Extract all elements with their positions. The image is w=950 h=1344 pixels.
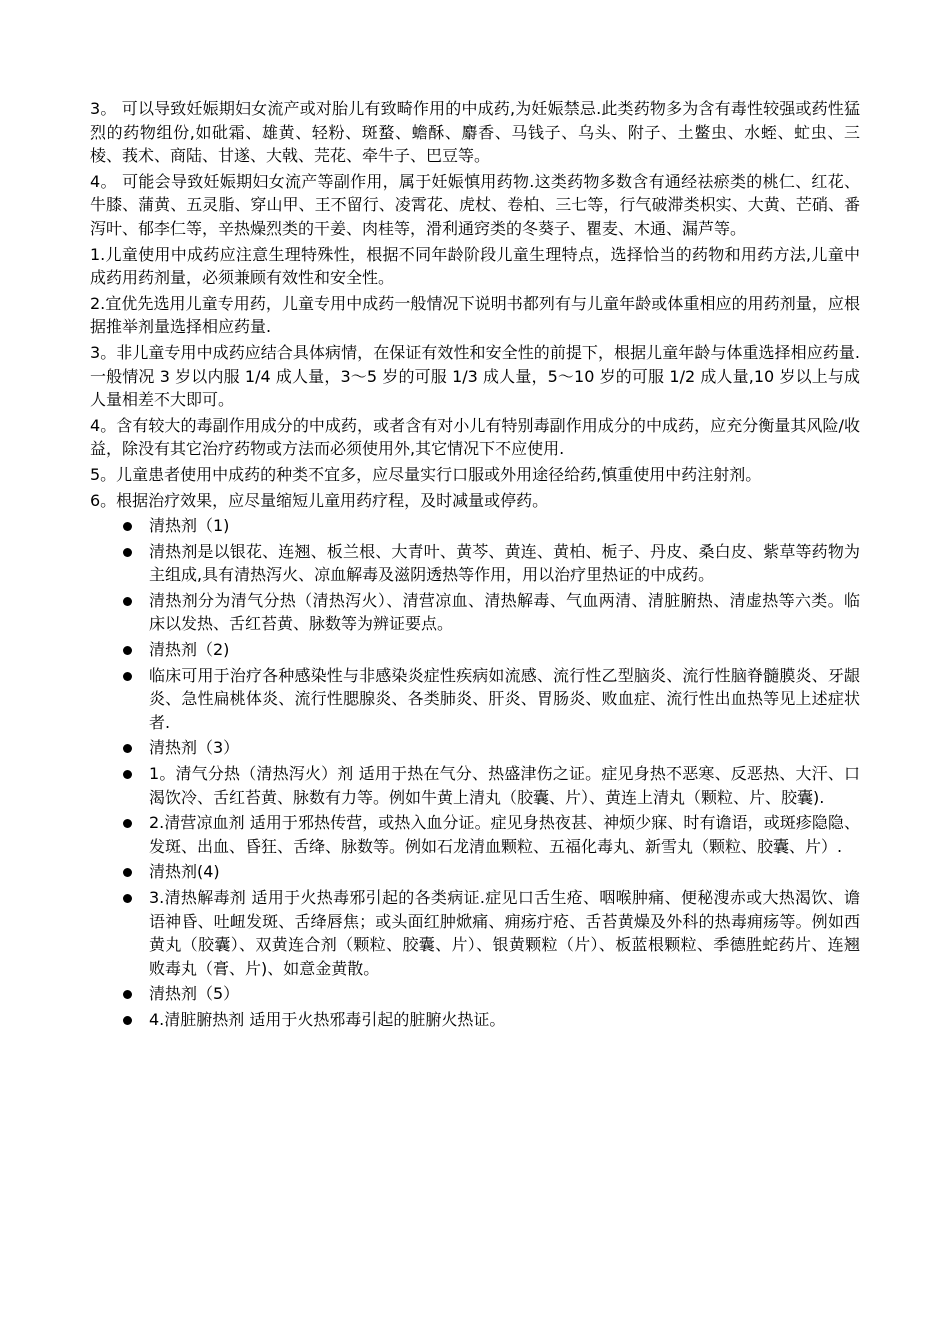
- bullet-dot-icon: [123, 1016, 132, 1025]
- list-item: [90, 860, 860, 884]
- paragraph-administration-route: 5。儿童患者使用中成药的种类不宜多，应尽量实行口服或外用途径给药,慎重使用中药注射剂。: [90, 464, 762, 484]
- list-item-text: 清热剂是以银花、连翘、板兰根、大青叶、黄芩、黄连、黄柏、栀子、丹皮、桑白皮、紫草等药物为主组成,具有清热泻火、凉血解毒及滋阴透热等作用，用以治疗里热证的中成药。: [149, 541, 860, 585]
- paragraph-children-dosage: 3。非儿童专用中成药应结合具体病情，在保证有效性和安全性的前提下，根据儿童年龄与体重选择相应药量.一般情况 3 岁以内服 1/4 成人量，3～5 岁的可服 1/3 成人量，5～10 岁的可服 1/2 成人量,10 岁以上与成人量相差不大即可。: [90, 342, 860, 410]
- list-item-text: 4.清脏腑热剂 适用于火热邪毒引起的脏腑火热证。: [149, 1009, 506, 1029]
- list-item: [90, 589, 860, 636]
- bullet-dot-icon: [123, 894, 132, 903]
- list-item-text: 3.清热解毒剂 适用于火热毒邪引起的各类病证.症见口舌生疮、咽喉肿痛、便秘溲赤或大热渴饮、谵语神昏、吐衄发斑、舌绛唇焦；或头面红肿焮痛、痈疡疔疮、舌苔黄燥及外科的热毒痈疡等。例如西黄丸（胶囊）、双黄连合剂（颗粒、胶囊、片）、银黄颗粒（片）、板蓝根颗粒、季德胜蛇药片、连翘败毒丸（膏、片)、如意金黄散。: [149, 888, 860, 978]
- bullet-dot-icon: [123, 819, 132, 828]
- list-item-text: 清热剂（5）: [149, 984, 240, 1004]
- bullet-dot-icon: [123, 990, 132, 999]
- bullet-dot-icon: [123, 868, 132, 877]
- list-item: [90, 736, 860, 760]
- paragraph-toxic-drugs: 4。含有较大的毒副作用成分的中成药，或者含有对小儿有特别毒副作用成分的中成药，应充分衡量其风险/收益，除没有其它治疗药物或方法而必须使用外,其它情况下不应使用.: [90, 415, 860, 459]
- bullet-dot-icon: [123, 646, 132, 655]
- list-item-text: 清热剂（3）: [149, 738, 240, 758]
- paragraph-children-physiology: 1.儿童使用中成药应注意生理特殊性，根据不同年龄阶段儿童生理特点，选择恰当的药物和用药方法,儿童中成药用药剂量，必须兼顾有效性和安全性。: [90, 244, 860, 288]
- bullet-dot-icon: [123, 770, 132, 779]
- bullet-dot-icon: [123, 672, 132, 681]
- bullet-dot-icon: [123, 597, 132, 606]
- paragraph-children-special-drugs: 2.宜优先选用儿童专用药，儿童专用中成药一般情况下说明书都列有与儿童年龄或体重相应的用药剂量，应根据推举剂量选择相应药量.: [90, 293, 860, 337]
- list-item: [90, 664, 860, 735]
- list-item: [90, 811, 860, 858]
- document-body: [90, 97, 860, 1034]
- list-item-text: 清热剂（2): [149, 640, 230, 660]
- list-item: [90, 540, 860, 587]
- list-item-text: 清热剂（1): [149, 516, 230, 536]
- bullet-dot-icon: [123, 744, 132, 753]
- list-item-text: 临床可用于治疗各种感染性与非感染炎症性疾病如流感、流行性乙型脑炎、流行性脑脊髓膜炎、牙龈炎、急性扁桃体炎、流行性腮腺炎、各类肺炎、肝炎、胃肠炎、败血症、流行性出血热等见上述症状者.: [149, 665, 860, 732]
- paragraph-pregnancy-caution: 4。 可能会导致妊娠期妇女流产等副作用，属于妊娠慎用药物.这类药物多数含有通经祛瘀类的桃仁、红花、牛膝、蒲黄、五灵脂、穿山甲、王不留行、凌霄花、虎杖、卷柏、三七等，行气破滞类枳实、大黄、芒硝、番泻叶、郁李仁等，辛热燥烈类的干姜、肉桂等，滑利通窍类的冬葵子、瞿麦、木通、漏芦等。: [90, 171, 860, 238]
- bullet-list: [90, 514, 860, 1031]
- paragraph-pregnancy-contraindicated: 3。 可以导致妊娠期妇女流产或对胎儿有致畸作用的中成药,为妊娠禁忌.此类药物多为含有毒性较强或药性猛烈的药物组份,如砒霜、雄黄、轻粉、斑蝥、蟾酥、麝香、马钱子、乌头、附子、土鳖虫、水蛭、虻虫、三棱、莪术、商陆、甘遂、大戟、芫花、牵牛子、巴豆等。: [90, 99, 860, 166]
- list-item: [90, 1008, 860, 1032]
- list-item-text: 1。清气分热（清热泻火）剂 适用于热在气分、热盛津伤之证。症见身热不恶寒、反恶热、大汗、口渴饮冷、舌红苔黄、脉数有力等。例如牛黄上清丸（胶囊、片）、黄连上清丸（颗粒、片、胶囊).: [149, 764, 860, 807]
- list-item: [90, 982, 860, 1006]
- list-item: [90, 638, 860, 662]
- list-item-text: 2.清营凉血剂 适用于邪热传营，或热入血分证。症见身热夜甚、神烦少寐、时有谵语，或斑疹隐隐、发斑、出血、昏狂、舌绛、脉数等。例如石龙清血颗粒、五福化毒丸、新雪丸（颗粒、胶囊、片）.: [149, 813, 860, 856]
- list-item-text: 清热剂(4): [149, 862, 220, 882]
- list-item: [90, 762, 860, 809]
- bullet-dot-icon: [123, 548, 132, 557]
- paragraph-treatment-course: 6。根据治疗效果，应尽量缩短儿童用药疗程，及时减量或停药。: [90, 490, 549, 510]
- list-item: [90, 514, 860, 538]
- bullet-dot-icon: [123, 522, 132, 531]
- list-item-text: 清热剂分为清气分热（清热泻火）、清营凉血、清热解毒、气血两清、清脏腑热、清虚热等六类。临床以发热、舌红苔黄、脉数等为辨证要点。: [149, 590, 860, 634]
- list-item: [90, 886, 860, 980]
